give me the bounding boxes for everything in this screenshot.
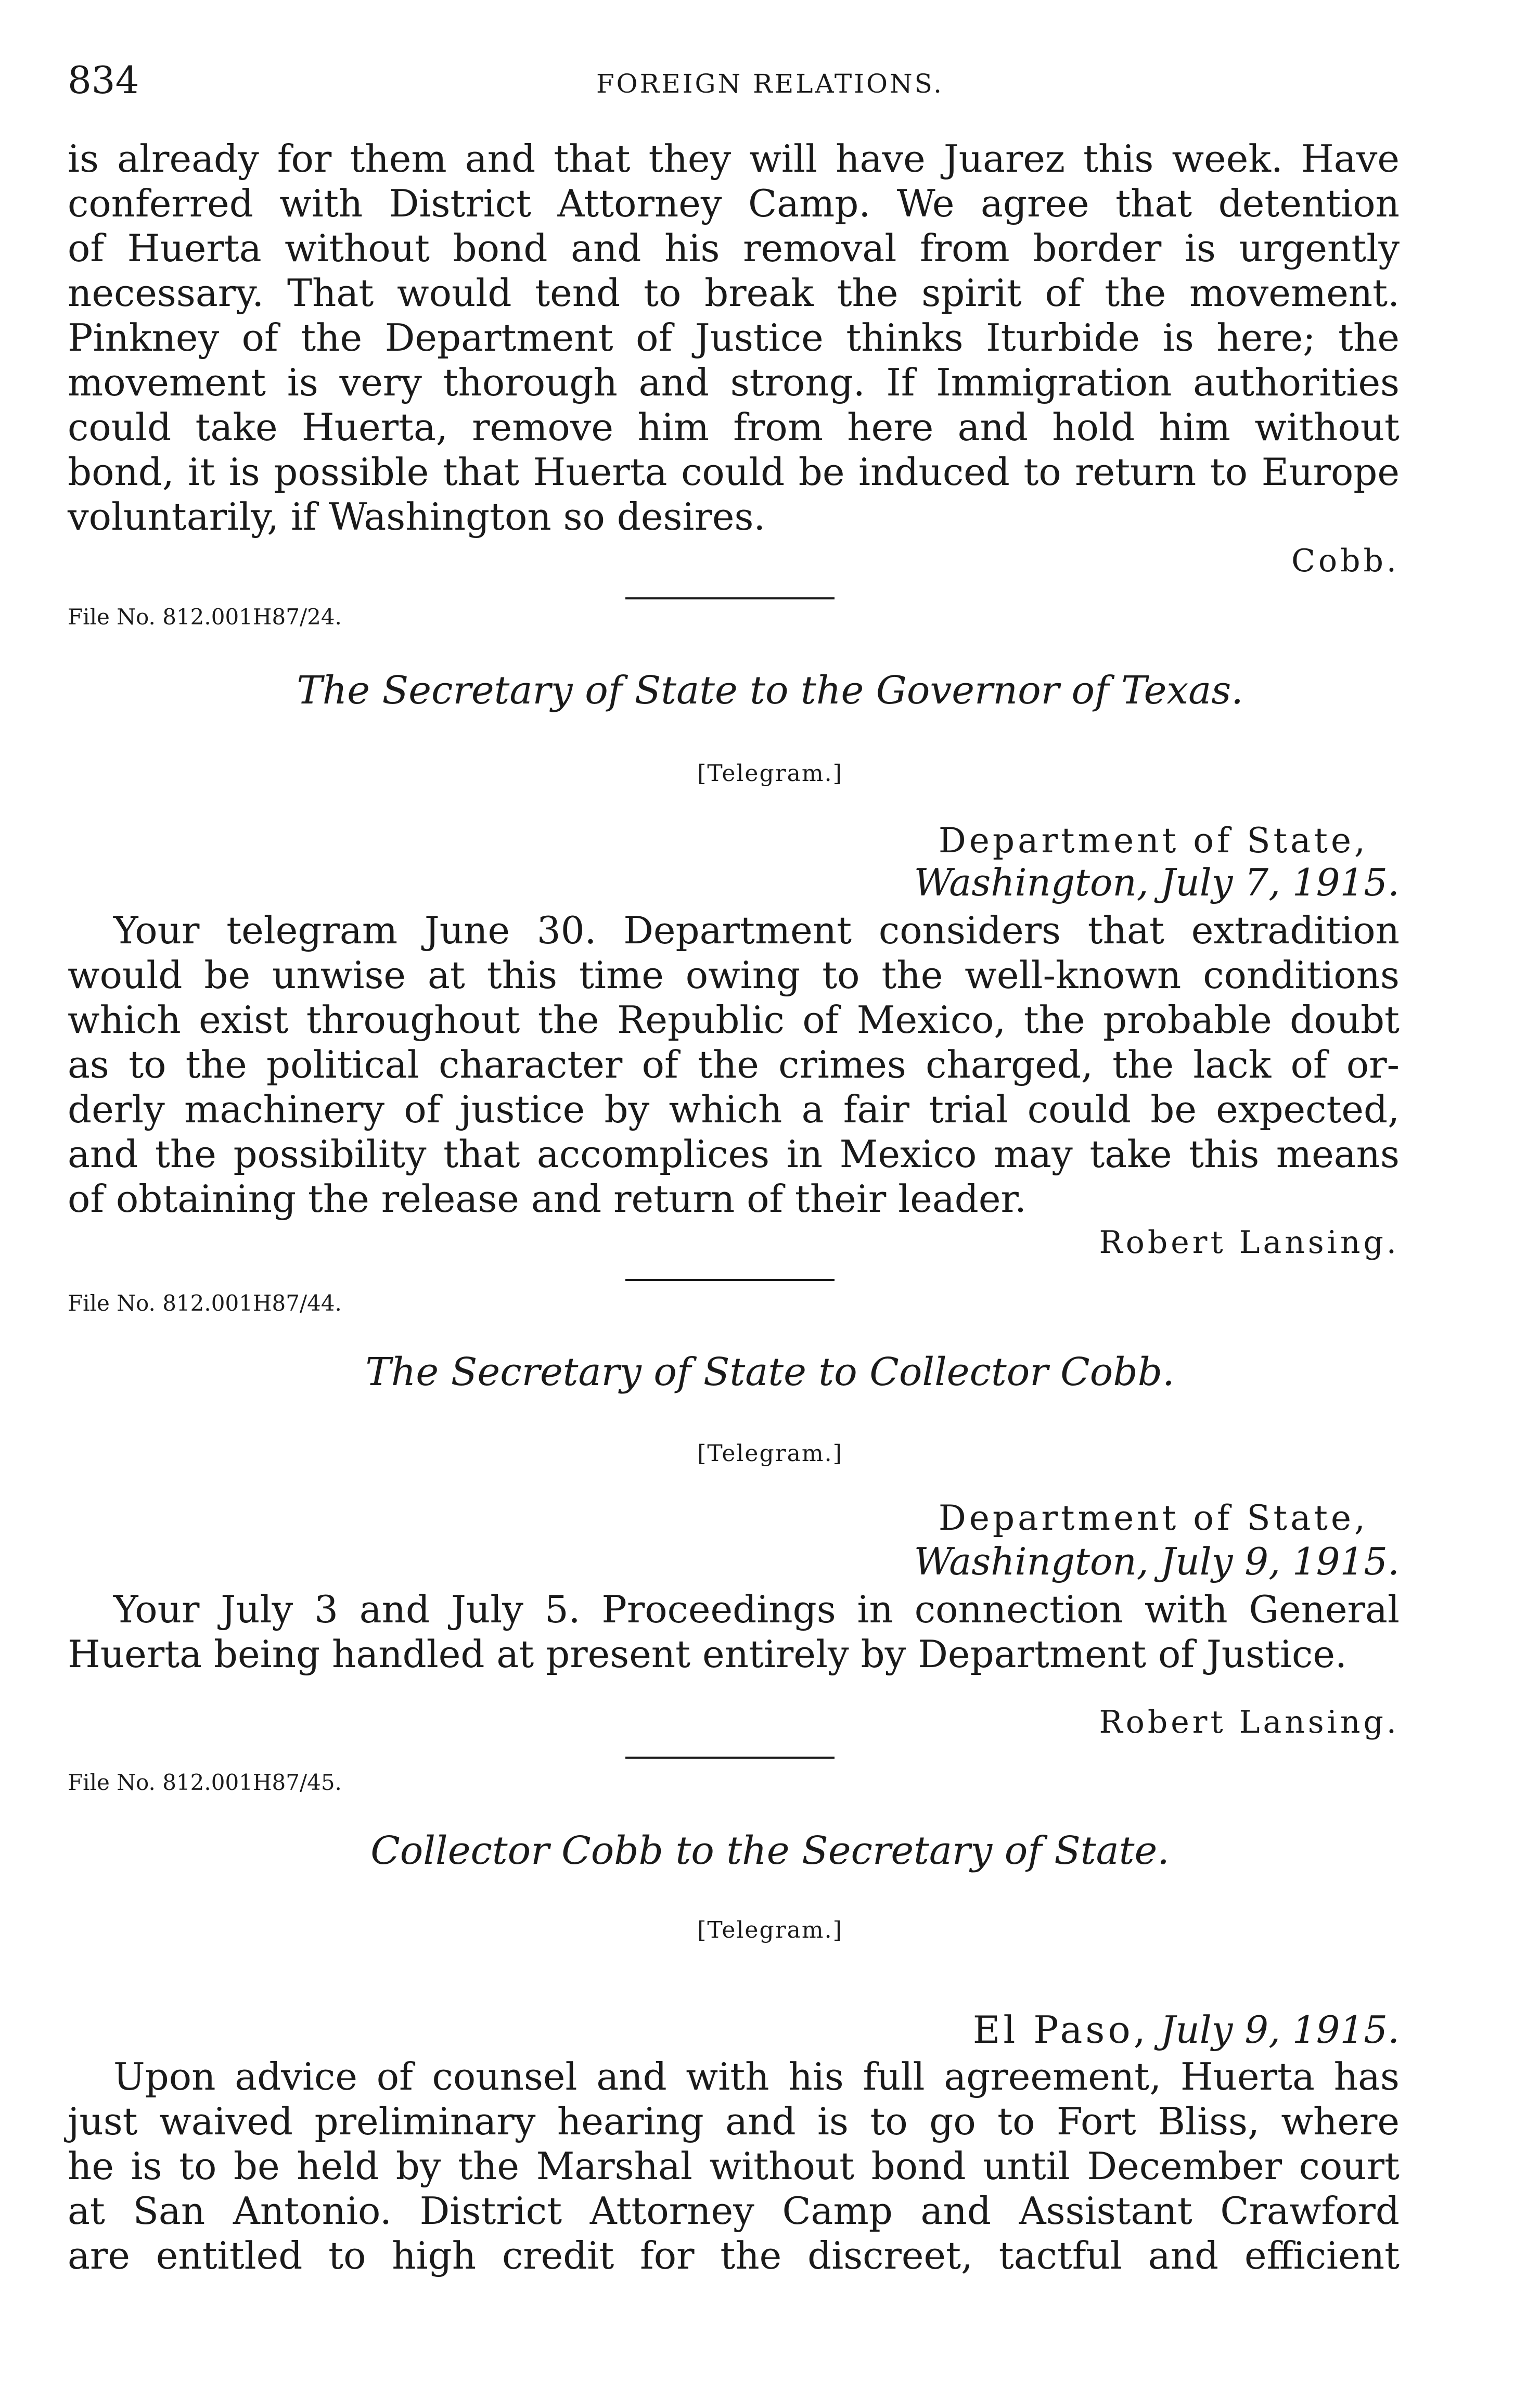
text-line: voluntarily, if Washington so desires. bbox=[68, 495, 766, 539]
text-line: movement is very thorough and strong. If Immigration authorities bbox=[68, 361, 1400, 404]
text-line: just waived preliminary hearing and is to go to Fort Bliss, where bbox=[68, 2099, 1400, 2143]
date-line: Washington, July 7, 1915. bbox=[914, 861, 1400, 904]
telegram-label: [Telegram.] bbox=[697, 760, 843, 787]
place-name: El Paso, bbox=[972, 2008, 1149, 2052]
text-line: is already for them and that they will have Juarez this week. Have bbox=[68, 137, 1400, 181]
department-line: Department of State, bbox=[938, 1498, 1368, 1538]
date-line: Washington, July 9, 1915. bbox=[914, 1540, 1400, 1583]
signature-cobb: Cobb. bbox=[1291, 543, 1400, 579]
text-line: he is to be held by the Marshal without bond until December court bbox=[68, 2144, 1400, 2188]
text-line: Your telegram June 30. Department considers that extradition bbox=[113, 908, 1400, 952]
telegram-label: [Telegram.] bbox=[697, 1917, 843, 1943]
file-number: File No. 812.001H87/44. bbox=[68, 1290, 342, 1316]
text-line: derly machinery of justice by which a fair trial could be expected, bbox=[68, 1087, 1400, 1131]
text-line: conferred with District Attorney Camp. We agree that detention bbox=[68, 182, 1400, 225]
text-line: as to the political character of the crimes charged, the lack of or- bbox=[68, 1043, 1400, 1086]
text-line: would be unwise at this time owing to the well-known conditions bbox=[68, 953, 1400, 997]
text-line: Your July 3 and July 5. Proceedings in connection with General bbox=[113, 1588, 1400, 1631]
section-divider bbox=[625, 1757, 835, 1759]
place-date-line bbox=[972, 2008, 1400, 2052]
document-heading: The Secretary of State to Collector Cobb. bbox=[365, 1350, 1175, 1394]
text-line: of obtaining the release and return of their leader. bbox=[68, 1177, 1026, 1221]
text-line: are entitled to high credit for the discreet, tactful and efficient bbox=[68, 2234, 1400, 2277]
section-divider bbox=[625, 1279, 835, 1281]
page-number: 834 bbox=[68, 58, 139, 102]
signature-lansing: Robert Lansing. bbox=[1099, 1224, 1400, 1261]
telegram-body bbox=[68, 1587, 1400, 1676]
document-heading: The Secretary of State to the Governor of Texas. bbox=[297, 668, 1243, 713]
continuation-paragraph bbox=[68, 136, 1400, 539]
text-line: Pinkney of the Department of Justice thinks Iturbide is here; the bbox=[68, 316, 1400, 360]
signature-lansing: Robert Lansing. bbox=[1099, 1704, 1400, 1740]
telegram-body bbox=[68, 908, 1400, 1221]
telegram-label: [Telegram.] bbox=[697, 1440, 843, 1467]
document-heading: Collector Cobb to the Secretary of State. bbox=[370, 1828, 1170, 1873]
text-line: Huerta being handled at present entirely by Department of Justice. bbox=[68, 1632, 1347, 1676]
telegram-body bbox=[68, 2054, 1400, 2278]
file-number: File No. 812.001H87/24. bbox=[68, 604, 342, 630]
department-line: Department of State, bbox=[938, 821, 1368, 861]
text-line: which exist throughout the Republic of Mexico, the probable doubt bbox=[68, 998, 1400, 1042]
file-number: File No. 812.001H87/45. bbox=[68, 1770, 342, 1795]
text-line: of Huerta without bond and his removal from border is urgently bbox=[68, 226, 1400, 270]
text-line: could take Huerta, remove him from here and hold him without bbox=[68, 405, 1400, 449]
section-divider bbox=[625, 597, 835, 599]
text-line: necessary. That would tend to break the spirit of the movement. bbox=[68, 271, 1400, 315]
text-line: Upon advice of counsel and with his full agreement, Huerta has bbox=[113, 2055, 1400, 2098]
date-line: July 9, 1915. bbox=[1160, 2008, 1400, 2052]
text-line: at San Antonio. District Attorney Camp and Assistant Crawford bbox=[68, 2189, 1400, 2233]
text-line: and the possibility that accomplices in Mexico may take this means bbox=[68, 1132, 1400, 1176]
running-title: FOREIGN RELATIONS. bbox=[596, 69, 944, 99]
text-line: bond, it is possible that Huerta could be induced to return to Europe bbox=[68, 450, 1400, 494]
